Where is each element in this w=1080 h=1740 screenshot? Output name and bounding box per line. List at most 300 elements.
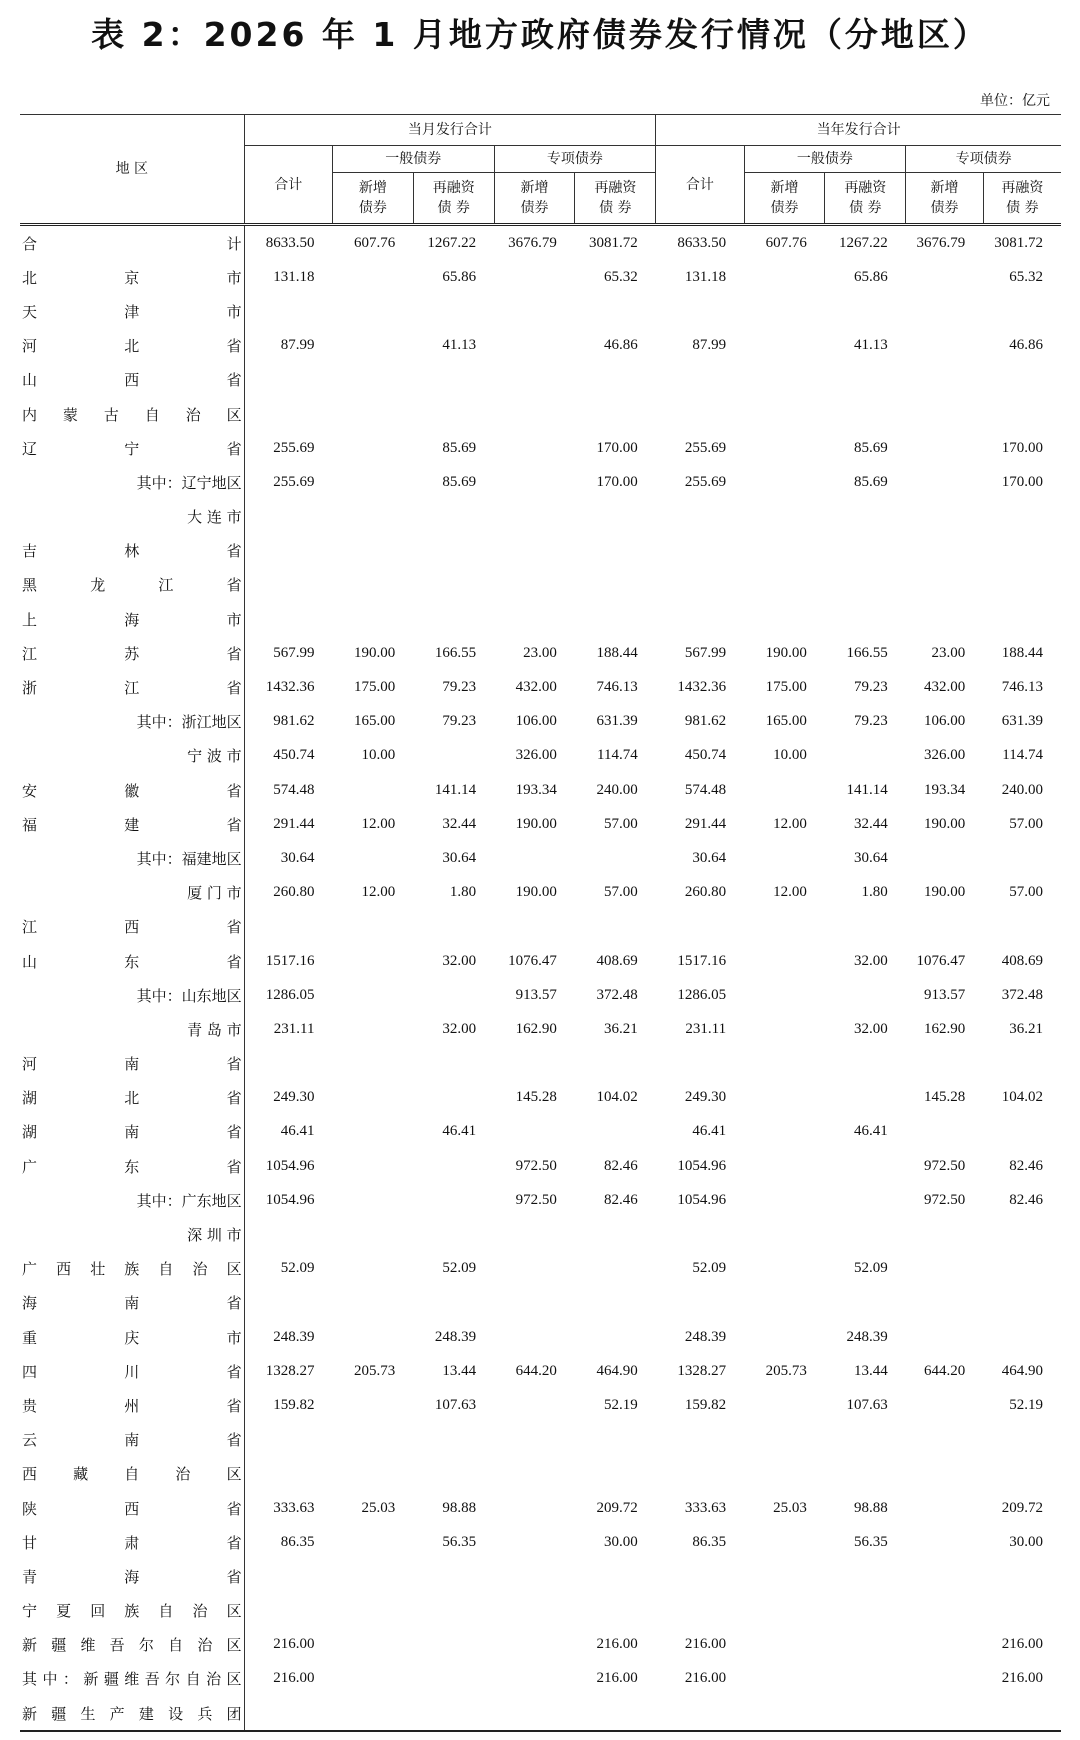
value-cell	[413, 294, 494, 328]
value-cell	[413, 1081, 494, 1115]
value-cell: 145.28	[924, 1089, 966, 1106]
value-cell	[906, 1423, 984, 1457]
value-cell	[825, 1662, 906, 1696]
value-cell	[983, 363, 1061, 397]
region-cell	[20, 329, 244, 363]
value-cell: 85.69	[853, 473, 888, 490]
value-cell: 65.32	[1009, 268, 1043, 285]
value-cell	[413, 1286, 494, 1320]
region-cell	[20, 568, 244, 602]
value-cell: 913.57	[515, 986, 557, 1003]
value-cell	[494, 329, 575, 363]
value-cell	[744, 1423, 825, 1457]
value-cell	[906, 1115, 984, 1149]
value-cell	[825, 1217, 906, 1251]
value-cell	[656, 1286, 744, 1320]
value-cell	[983, 294, 1061, 328]
unit-label: 单位：亿元	[980, 93, 1050, 109]
value-cell: 326.00	[515, 747, 557, 764]
value-cell: 1076.47	[508, 952, 557, 969]
region-cell	[20, 534, 244, 568]
value-cell: 30.64	[692, 849, 727, 866]
value-cell	[744, 1081, 825, 1115]
value-cell	[656, 1217, 744, 1251]
region-name: 宁 夏 回 族 自 治 区	[22, 1602, 242, 1621]
value-cell	[244, 500, 332, 534]
value-cell	[825, 1081, 906, 1115]
region-name: 陕 西 省	[22, 1499, 242, 1518]
value-cell: 188.44	[596, 644, 638, 661]
value-cell	[906, 1525, 984, 1559]
value-cell: 30.64	[853, 849, 888, 866]
value-cell: 32.44	[853, 815, 888, 832]
value-cell	[744, 1525, 825, 1559]
value-cell: 65.32	[603, 268, 638, 285]
value-cell: 23.00	[931, 644, 966, 661]
value-cell	[744, 397, 825, 431]
value-cell	[744, 1628, 825, 1662]
value-cell	[744, 1217, 825, 1251]
value-cell	[413, 1662, 494, 1696]
region-cell	[20, 944, 244, 978]
region-cell	[20, 1217, 244, 1251]
value-cell: 104.02	[1001, 1089, 1043, 1106]
value-cell	[575, 910, 656, 944]
value-cell	[825, 363, 906, 397]
value-cell: 291.44	[684, 815, 727, 832]
region-cell	[20, 1149, 244, 1183]
value-cell: 41.13	[442, 337, 477, 354]
region-name: 其中：广东地区	[136, 1191, 242, 1210]
value-cell: 1054.96	[677, 1157, 727, 1174]
region-name: 江 西 省	[22, 918, 242, 937]
table-row	[20, 1388, 1061, 1422]
value-cell	[244, 397, 332, 431]
value-cell	[744, 260, 825, 294]
value-cell	[413, 1149, 494, 1183]
value-cell	[494, 465, 575, 499]
value-cell: 3081.72	[575, 225, 656, 261]
value-cell	[494, 841, 575, 875]
table-row	[20, 260, 1061, 294]
value-cell	[744, 500, 825, 534]
value-cell: 145.28	[515, 1089, 557, 1106]
region-name: 吉 林 省	[22, 542, 242, 561]
value-cell: 190.00	[354, 644, 396, 661]
region-name: 湖 南 省	[22, 1123, 242, 1142]
value-cell	[575, 1423, 656, 1457]
table-row	[20, 397, 1061, 431]
region-cell	[20, 1559, 244, 1593]
value-cell: 1328.27	[265, 1362, 315, 1379]
value-cell	[244, 910, 332, 944]
value-cell	[825, 1594, 906, 1628]
region-cell	[20, 773, 244, 807]
region-cell	[20, 807, 244, 841]
value-cell	[744, 1594, 825, 1628]
value-cell	[332, 1183, 413, 1217]
value-cell: 10.00	[773, 747, 807, 764]
region-name: 重 庆 市	[22, 1328, 242, 1347]
region-name: 海 南 省	[22, 1294, 242, 1313]
value-cell	[906, 363, 984, 397]
value-cell: 607.76	[744, 225, 825, 261]
value-cell	[494, 1491, 575, 1525]
value-cell	[825, 1149, 906, 1183]
value-cell: 114.74	[597, 747, 638, 764]
value-cell: 193.34	[924, 781, 966, 798]
value-cell: 32.00	[853, 952, 888, 969]
table-row	[20, 363, 1061, 397]
value-cell	[656, 1594, 744, 1628]
value-cell	[575, 568, 656, 602]
value-cell	[744, 602, 825, 636]
value-cell	[906, 1594, 984, 1628]
value-cell	[983, 1217, 1061, 1251]
value-cell	[494, 1115, 575, 1149]
region-name: 新 疆 维 吾 尔 自 治 区	[22, 1636, 242, 1655]
value-cell	[744, 1696, 825, 1730]
year-total-header: 当年发行合计	[656, 115, 1061, 146]
value-cell: 432.00	[924, 679, 966, 696]
region-cell	[20, 1286, 244, 1320]
table-row	[20, 910, 1061, 944]
value-cell	[656, 1423, 744, 1457]
value-cell	[983, 602, 1061, 636]
region-cell	[20, 1183, 244, 1217]
value-cell	[413, 1594, 494, 1628]
value-cell	[332, 773, 413, 807]
value-cell: 12.00	[773, 815, 807, 832]
region-name: 厦 门 市	[187, 884, 242, 903]
value-cell: 216.00	[1001, 1636, 1043, 1653]
value-cell: 162.90	[924, 1020, 966, 1037]
value-cell: 30.00	[603, 1533, 638, 1550]
value-cell: 46.86	[1009, 337, 1043, 354]
value-cell	[575, 1594, 656, 1628]
value-cell: 79.23	[442, 713, 477, 730]
value-cell	[744, 1252, 825, 1286]
value-cell: 216.00	[596, 1636, 638, 1653]
region-name: 其中：福建地区	[136, 849, 242, 868]
region-cell	[20, 1423, 244, 1457]
value-cell	[413, 397, 494, 431]
region-name: 四 川 省	[22, 1362, 242, 1381]
value-cell: 98.88	[442, 1499, 477, 1516]
value-cell: 464.90	[1001, 1362, 1043, 1379]
region-name: 大 连 市	[187, 508, 242, 527]
region-cell	[20, 739, 244, 773]
value-cell: 972.50	[515, 1157, 557, 1174]
value-cell: 1.80	[861, 884, 888, 901]
value-cell	[906, 1047, 984, 1081]
value-cell	[332, 329, 413, 363]
value-cell: 98.88	[853, 1499, 888, 1516]
value-cell: 141.14	[846, 781, 888, 798]
month-special-header: 专项债券	[494, 146, 656, 173]
region-name: 天 津 市	[22, 302, 242, 321]
region-name: 青 岛 市	[187, 1020, 242, 1039]
value-cell	[983, 841, 1061, 875]
year-special-header: 专项债券	[906, 146, 1061, 173]
value-cell: 574.48	[684, 781, 727, 798]
value-cell	[332, 1525, 413, 1559]
value-cell	[332, 1217, 413, 1251]
value-cell	[744, 1115, 825, 1149]
value-cell: 52.09	[853, 1260, 888, 1277]
value-cell	[494, 397, 575, 431]
value-cell: 3676.79	[494, 225, 575, 261]
region-cell	[20, 1320, 244, 1354]
value-cell: 79.23	[853, 679, 888, 696]
value-cell	[494, 568, 575, 602]
value-cell	[413, 910, 494, 944]
table-row	[20, 1628, 1061, 1662]
region-cell	[20, 1525, 244, 1559]
value-cell	[332, 602, 413, 636]
value-cell: 12.00	[361, 884, 396, 901]
region-name: 辽 宁 省	[22, 439, 242, 458]
value-cell: 3676.79	[906, 225, 984, 261]
value-cell: 1054.96	[265, 1191, 315, 1208]
value-cell: 141.14	[434, 781, 477, 798]
value-cell	[656, 602, 744, 636]
value-cell	[906, 500, 984, 534]
value-cell	[906, 534, 984, 568]
value-cell	[744, 1012, 825, 1046]
value-cell	[983, 1423, 1061, 1457]
value-cell	[825, 294, 906, 328]
value-cell	[332, 1594, 413, 1628]
value-cell: 165.00	[765, 713, 807, 730]
value-cell: 106.00	[924, 713, 966, 730]
value-cell	[906, 329, 984, 363]
value-cell	[575, 602, 656, 636]
region-cell	[20, 705, 244, 739]
table-row	[20, 978, 1061, 1012]
region-name: 西 藏 自 治 区	[22, 1465, 242, 1484]
value-cell	[983, 910, 1061, 944]
region-cell	[20, 1354, 244, 1388]
value-cell: 981.62	[684, 713, 727, 730]
value-cell: 255.69	[273, 473, 315, 490]
value-cell	[332, 534, 413, 568]
value-cell	[825, 602, 906, 636]
value-cell: 85.69	[442, 439, 477, 456]
value-cell	[825, 397, 906, 431]
value-cell: 107.63	[434, 1396, 477, 1413]
value-cell	[906, 1559, 984, 1593]
region-cell	[20, 500, 244, 534]
value-cell: 408.69	[596, 952, 638, 969]
table-row	[20, 1217, 1061, 1251]
value-cell: 106.00	[515, 713, 557, 730]
month-special-new: 新增 债券	[494, 173, 575, 225]
value-cell: 30.64	[280, 849, 315, 866]
value-cell	[825, 1286, 906, 1320]
value-cell	[656, 1559, 744, 1593]
value-cell: 291.44	[273, 815, 315, 832]
value-cell	[494, 431, 575, 465]
value-cell: 8633.50	[244, 225, 332, 261]
value-cell: 248.39	[434, 1328, 477, 1345]
region-cell	[20, 465, 244, 499]
value-cell	[575, 500, 656, 534]
value-cell: 1054.96	[265, 1157, 315, 1174]
value-cell	[244, 1047, 332, 1081]
month-special-refi: 再融资 债 券	[575, 173, 656, 225]
value-cell	[906, 1252, 984, 1286]
value-cell	[332, 841, 413, 875]
value-cell	[656, 534, 744, 568]
value-cell	[332, 260, 413, 294]
region-cell	[20, 397, 244, 431]
table-row	[20, 1081, 1061, 1115]
value-cell: 25.03	[773, 1499, 807, 1516]
value-cell: 1517.16	[677, 952, 727, 969]
value-cell	[244, 568, 332, 602]
region-cell	[20, 225, 244, 261]
value-cell: 32.00	[442, 952, 477, 969]
value-cell: 32.00	[853, 1020, 888, 1037]
value-cell	[744, 568, 825, 602]
region-cell	[20, 1012, 244, 1046]
value-cell	[906, 1320, 984, 1354]
value-cell: 82.46	[603, 1157, 638, 1174]
page-title: 表 2：2026 年 1 月地方政府债券发行情况（分地区）	[91, 15, 989, 54]
value-cell	[494, 1594, 575, 1628]
value-cell: 87.99	[280, 337, 315, 354]
value-cell	[244, 534, 332, 568]
region-cell	[20, 670, 244, 704]
region-cell	[20, 910, 244, 944]
year-general-header: 一般债券	[744, 146, 906, 173]
value-cell	[332, 431, 413, 465]
region-name: 其 中 ： 新 疆 维 吾 尔 自 治 区	[22, 1670, 242, 1689]
region-name: 河 南 省	[22, 1055, 242, 1074]
value-cell: 46.41	[692, 1123, 727, 1140]
table-row	[20, 1149, 1061, 1183]
value-cell	[244, 602, 332, 636]
value-cell	[332, 465, 413, 499]
table-row	[20, 705, 1061, 739]
region-cell	[20, 1388, 244, 1422]
region-name: 新 疆 生 产 建 设 兵 团	[22, 1704, 242, 1723]
table-row	[20, 807, 1061, 841]
value-cell	[494, 534, 575, 568]
table-row	[20, 1047, 1061, 1081]
value-cell	[413, 363, 494, 397]
table-row	[20, 773, 1061, 807]
value-cell: 1286.05	[677, 986, 727, 1003]
value-cell	[906, 841, 984, 875]
year-special-refi: 再融资 债 券	[983, 173, 1061, 225]
value-cell	[656, 1696, 744, 1730]
value-cell: 240.00	[1001, 781, 1043, 798]
value-cell: 32.44	[442, 815, 477, 832]
value-cell: 30.00	[1009, 1533, 1043, 1550]
value-cell: 159.82	[273, 1396, 315, 1413]
value-cell	[744, 294, 825, 328]
value-cell	[494, 1525, 575, 1559]
value-cell: 170.00	[1001, 473, 1043, 490]
value-cell	[983, 1594, 1061, 1628]
region-cell	[20, 602, 244, 636]
value-cell	[575, 363, 656, 397]
value-cell: 205.73	[765, 1362, 807, 1379]
table-row	[20, 329, 1061, 363]
value-cell	[244, 1423, 332, 1457]
value-cell: 175.00	[354, 679, 396, 696]
value-cell: 46.41	[280, 1123, 315, 1140]
value-cell	[494, 1628, 575, 1662]
value-cell	[494, 294, 575, 328]
value-cell: 1076.47	[916, 952, 966, 969]
value-cell: 166.55	[434, 644, 477, 661]
value-cell	[575, 1696, 656, 1730]
value-cell	[332, 363, 413, 397]
value-cell: 52.09	[280, 1260, 315, 1277]
value-cell: 240.00	[596, 781, 638, 798]
value-cell	[413, 568, 494, 602]
region-cell	[20, 1628, 244, 1662]
region-cell	[20, 1594, 244, 1628]
value-cell	[983, 397, 1061, 431]
value-cell: 913.57	[924, 986, 966, 1003]
value-cell: 57.00	[603, 815, 638, 832]
value-cell: 216.00	[273, 1670, 315, 1687]
value-cell	[983, 1559, 1061, 1593]
value-cell: 216.00	[684, 1636, 727, 1653]
value-cell: 36.21	[1009, 1020, 1043, 1037]
value-cell: 57.00	[1009, 884, 1043, 901]
value-cell: 972.50	[515, 1191, 557, 1208]
value-cell: 85.69	[853, 439, 888, 456]
value-cell: 131.18	[273, 268, 315, 285]
table-row	[20, 1491, 1061, 1525]
region-name: 湖 北 省	[22, 1089, 242, 1108]
value-cell: 205.73	[354, 1362, 396, 1379]
table-bottom-rule	[20, 1730, 1061, 1732]
value-cell	[906, 1491, 984, 1525]
value-cell	[413, 1217, 494, 1251]
value-cell	[656, 363, 744, 397]
region-name: 北 京 市	[22, 268, 242, 287]
value-cell	[906, 1388, 984, 1422]
table-row	[20, 1525, 1061, 1559]
region-name: 浙 江 省	[22, 679, 242, 698]
value-cell: 86.35	[280, 1533, 315, 1550]
value-cell: 981.62	[273, 713, 315, 730]
value-cell	[744, 1559, 825, 1593]
value-cell: 131.18	[684, 268, 727, 285]
value-cell	[494, 1559, 575, 1593]
value-cell	[413, 534, 494, 568]
value-cell	[825, 978, 906, 1012]
value-cell	[906, 431, 984, 465]
table-row	[20, 739, 1061, 773]
value-cell	[906, 568, 984, 602]
value-cell	[575, 1320, 656, 1354]
table-row	[20, 841, 1061, 875]
value-cell	[825, 534, 906, 568]
region-name: 内 蒙 古 自 治 区	[22, 405, 242, 424]
value-cell: 79.23	[442, 679, 477, 696]
value-cell: 56.35	[442, 1533, 477, 1550]
value-cell	[744, 1183, 825, 1217]
value-cell	[744, 1149, 825, 1183]
value-cell	[413, 1457, 494, 1491]
